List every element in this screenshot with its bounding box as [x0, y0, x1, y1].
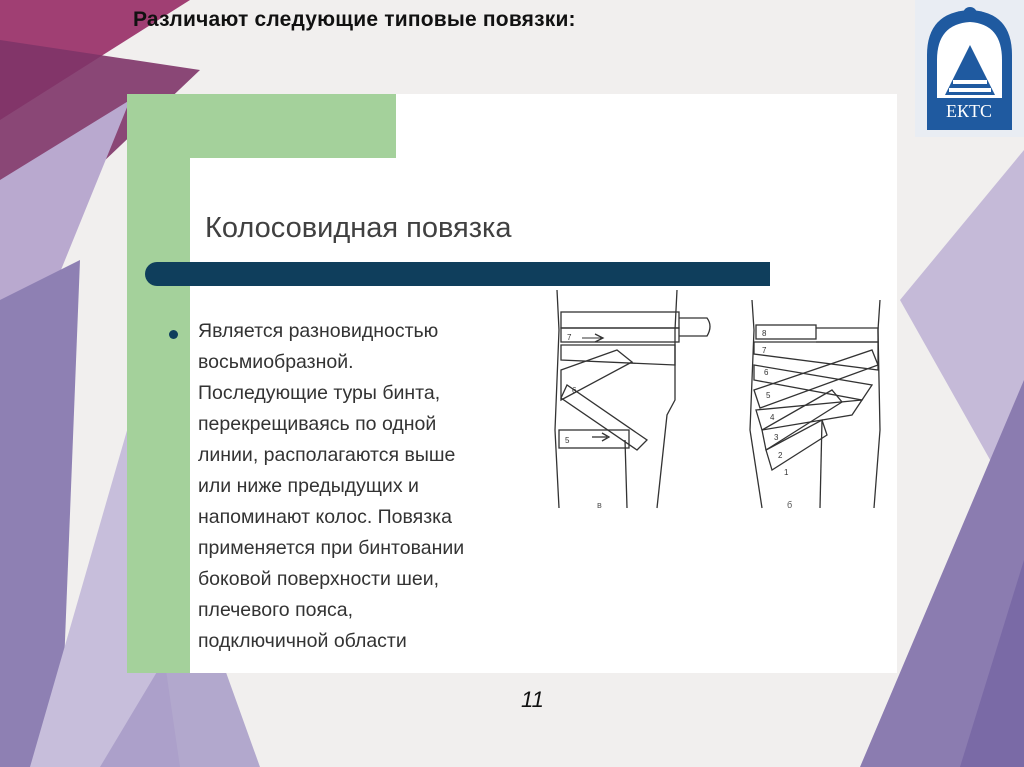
green-block-left	[127, 94, 190, 673]
bullet-line: или ниже предыдущих и	[198, 475, 419, 497]
bandage-illustration	[547, 290, 887, 520]
page-number: 11	[521, 687, 544, 712]
ekts-logo	[915, 0, 1024, 137]
fig-number: 7	[567, 333, 572, 342]
bullet-dot	[169, 330, 178, 339]
logo-text: ЕКТС	[945, 101, 993, 121]
slide-title: Различают следующие типовые повязки:	[133, 8, 576, 31]
bullet-line: боковой поверхности шеи,	[198, 568, 440, 590]
bullet-line: плечевого пояса,	[198, 599, 354, 621]
figure-label: в	[597, 500, 602, 510]
figure-v	[555, 290, 710, 510]
bullet-line: Является разновидностью	[198, 320, 439, 342]
fig-number: 1	[784, 468, 789, 477]
bandage-heading: Колосовидная повязка	[205, 212, 512, 244]
bullet-text	[198, 316, 558, 657]
bullet-line: восьмиобразной.	[198, 351, 354, 373]
fig-number: 6	[764, 368, 769, 377]
fig-number: 5	[565, 436, 570, 445]
embedded-slide	[127, 94, 897, 673]
bullet-line: Последующие туры бинта,	[198, 382, 441, 404]
fig-number: 4	[770, 413, 775, 422]
fig-number: 2	[778, 451, 783, 460]
fig-number: 8	[762, 329, 767, 338]
bullet-line: подключичной области	[198, 630, 407, 652]
bullet-line: линии, располагаются выше	[198, 444, 456, 466]
bullet-line: применяется при бинтовании	[198, 537, 465, 559]
fig-number: 3	[774, 433, 779, 442]
bullet-line: напоминают колос. Повязка	[198, 506, 452, 528]
figure-b	[750, 300, 880, 510]
figure-label: б	[787, 500, 793, 510]
fig-number: 6	[572, 386, 577, 395]
bullet-line: перекрещиваясь по одной	[198, 413, 437, 435]
fig-number: 7	[762, 346, 767, 355]
heading-underline-bar	[145, 262, 770, 286]
fig-number: 5	[766, 391, 771, 400]
